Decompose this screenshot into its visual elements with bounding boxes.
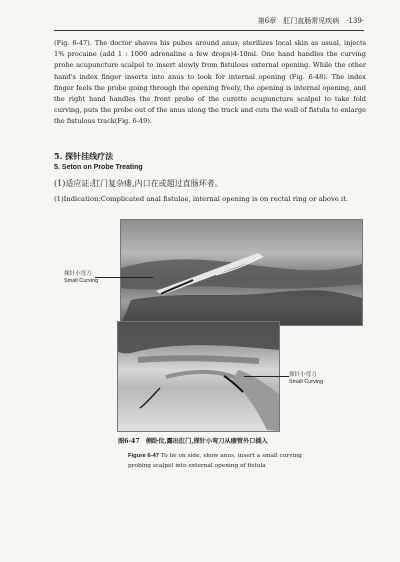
indication-en: (1)Indication:Complicated anal fistulae, internal opening is on rectal ring or above it. (54, 195, 349, 203)
figure-caption-en-number: Figure 6-47 (128, 453, 159, 459)
figure-caption-cn: 图6-47 侧卧位,露出肛门,探针小弯刀从瘘管外口插入 (118, 438, 268, 445)
section-heading-en: 5. Seton on Probe Treating (54, 164, 143, 171)
figure-label-1-cn: 探针小弯刀 (64, 271, 92, 277)
figure-label-1 (64, 271, 122, 285)
figure-label-2 (289, 372, 351, 386)
figure-caption-en (128, 451, 318, 471)
running-header: 第6章 肛门直肠常见疾病 ·139· (54, 14, 364, 31)
figure-caption-en-text: To lie on side, show anus, insert a small curving probing scalpel into external opening of fistula (128, 453, 302, 469)
figure-label-2-en: Small Curving (289, 379, 324, 385)
section-heading-cn: 5. 探针挂线疗法 (54, 151, 114, 161)
clinical-photo-1 (120, 219, 363, 326)
body-paragraph: (Fig. 6-47). The doctor shaves his pubes around anus, sterilizes local skin as usual, injects 1% procaine (add 1 : 1000 adrenaline a few drops)4-10ml. One hand handles the curving probe acupuncture scalpel to insert slowly from fistulous external opening. While the other hand's index finger inserts into anus to look for internal opening (Fig. 6-48). The index finger feels the probe going through the opening freely, the opening is internal opening, and the right hand handles the front probe of the curette acupuncture scalpel to take fold curving, puts the probe out of the anus along the track and cuts the wall of fistula to enlarge the fistulous track(Fig. 6-49). (54, 39, 366, 126)
indication-cn: (1)适应证:肛门复杂瘘,内口在或超过直肠环者。 (54, 179, 223, 188)
figure-label-2-cn: 探针小弯刀 (289, 372, 317, 378)
label-leader-2 (244, 376, 289, 377)
figure-label-1-en: Small Curving (64, 278, 99, 284)
